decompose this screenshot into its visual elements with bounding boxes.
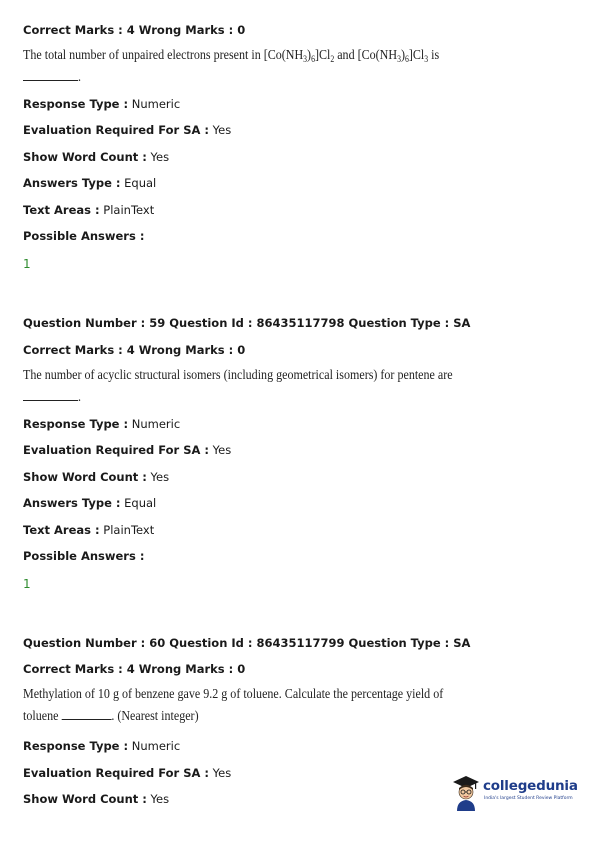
marks-label: Correct Marks : 4 Wrong Marks : 0 bbox=[23, 23, 246, 37]
question-header: Question Number : 60 Question Id : 86435117799 Question Type : SA bbox=[23, 636, 471, 650]
logo-wordmark: collegedunia bbox=[483, 778, 578, 794]
question-text: The total number of unpaired electrons present in $[Co(NH_3)_6]Cl_2$ and $[Co(NH_3)_6]Cl_3$ is . bbox=[23, 48, 440, 85]
response-type: Response Type : Numeric bbox=[23, 739, 181, 753]
student-mascot-icon bbox=[451, 775, 481, 811]
show-word-count: Show Word Count : Yes bbox=[23, 792, 170, 806]
evaluation-required: Evaluation Required For SA : Yes bbox=[23, 123, 232, 137]
marks-label: Correct Marks : 4 Wrong Marks : 0 bbox=[23, 343, 246, 357]
show-word-count: Show Word Count : Yes bbox=[23, 150, 170, 164]
response-type: Response Type : Numeric bbox=[23, 97, 181, 111]
possible-answers-label: Possible Answers : bbox=[23, 549, 145, 563]
response-type: Response Type : Numeric bbox=[23, 417, 181, 431]
answer-blank bbox=[23, 388, 78, 401]
show-word-count: Show Word Count : Yes bbox=[23, 470, 170, 484]
possible-answers-label: Possible Answers : bbox=[23, 229, 145, 243]
question-text: The number of acyclic structural isomers (including geometrical isomers) for pentene are . bbox=[23, 368, 453, 405]
logo-tagline: India's largest Student Review Platform bbox=[484, 796, 573, 801]
text-areas: Text Areas : PlainText bbox=[23, 523, 155, 537]
evaluation-required: Evaluation Required For SA : Yes bbox=[23, 443, 232, 457]
answer-blank bbox=[23, 68, 78, 81]
text-areas: Text Areas : PlainText bbox=[23, 203, 155, 217]
marks-label: Correct Marks : 4 Wrong Marks : 0 bbox=[23, 662, 246, 676]
answers-type: Answers Type : Equal bbox=[23, 176, 157, 190]
answer-blank bbox=[61, 707, 111, 720]
evaluation-required: Evaluation Required For SA : Yes bbox=[23, 766, 232, 780]
answers-type: Answers Type : Equal bbox=[23, 496, 157, 510]
collegedunia-logo bbox=[451, 775, 576, 811]
possible-answer-value: 1 bbox=[23, 577, 31, 591]
possible-answer-value: 1 bbox=[23, 257, 31, 271]
question-header: Question Number : 59 Question Id : 86435117798 Question Type : SA bbox=[23, 316, 471, 330]
question-text: Methylation of 10 g of benzene gave 9.2 g of toluene. Calculate the percentage yield of toluene . (Nearest integer) bbox=[23, 687, 444, 724]
